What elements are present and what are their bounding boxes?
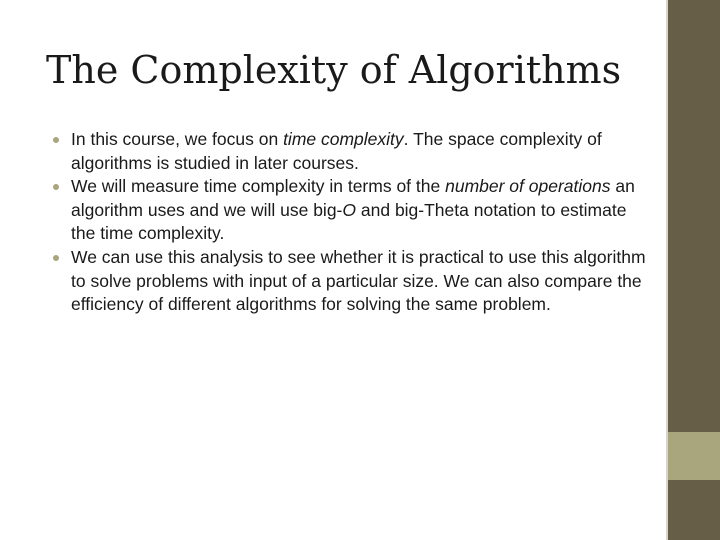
bullet-text: We can use this analysis to see whether it is practical to use this algorithm to solve problems with input of a particular size. We can also compare the efficiency of different algorithms for solving the same problem. (71, 246, 646, 315)
bullet-emphasis: O (342, 199, 357, 220)
bullet-text: We will measure time complexity in terms of the (71, 176, 446, 197)
bullet-emphasis: number of operations (445, 176, 611, 197)
bullet-icon (53, 137, 59, 143)
bullet-item-time-complexity (46, 128, 646, 175)
side-band-accent (668, 432, 720, 480)
bullet-item-measure-operations (46, 175, 646, 246)
bullet-icon (53, 255, 59, 261)
slide-title: The Complexity of Algorithms (46, 48, 622, 92)
side-band-dark-bottom (668, 480, 720, 540)
side-band-dark-top (668, 0, 720, 432)
bullet-text: an algorithm uses and we will use big- (71, 176, 635, 220)
bullet-item-practical-analysis (46, 246, 646, 317)
bullet-icon (53, 184, 59, 190)
bullet-text: and big-Theta notation to estimate the time complexity. (71, 199, 627, 244)
bullet-list (46, 128, 646, 317)
bullet-emphasis: time complexity (283, 129, 404, 149)
bullet-text: In this course, we focus on (71, 129, 284, 149)
bullet-text: . The space complexity of algorithms is studied in later courses. (71, 129, 602, 173)
